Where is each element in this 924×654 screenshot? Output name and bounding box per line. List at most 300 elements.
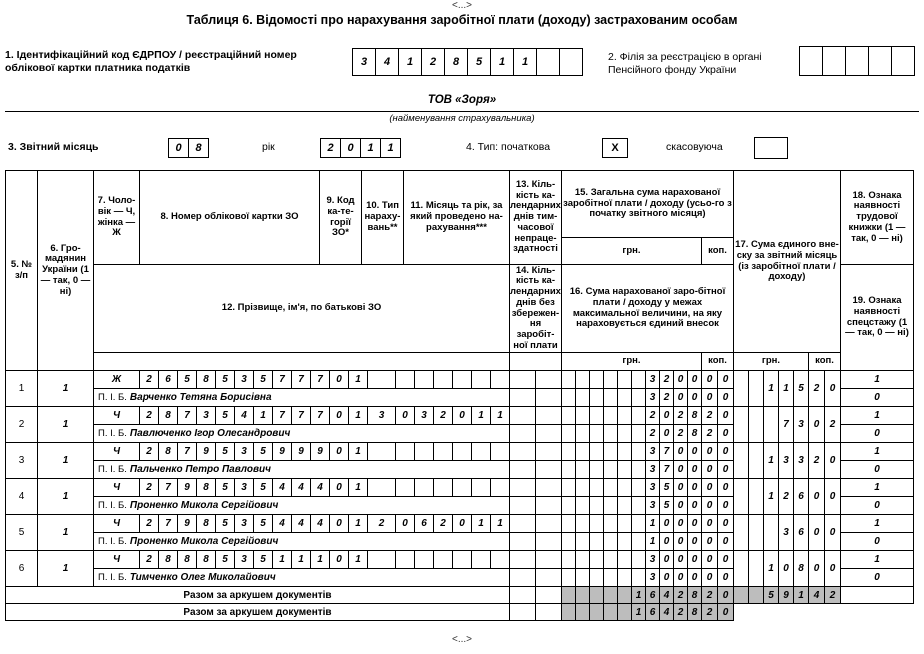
- special-service-flag-cell: 0: [841, 569, 914, 587]
- pib-prefix: П. І. Б.: [98, 392, 127, 403]
- contribution-hrn-digit-cell: [749, 371, 764, 407]
- accrual-month-digit-cell: [434, 443, 453, 461]
- contribution-hrn-digit-cell: [749, 515, 764, 551]
- accrual-month-digit-cell: [415, 371, 434, 389]
- contribution-kop-digit-cell: 0: [809, 479, 825, 515]
- pib-cell: [94, 425, 510, 443]
- total-sum-kop-digit-cell: 0: [702, 443, 718, 461]
- sick-days-cell: [536, 443, 562, 461]
- capped-sum-hrn-digit-cell: 0: [674, 569, 688, 587]
- citizen-flag-cell: 1: [38, 443, 94, 479]
- contribution-kop-digit-cell: 0: [825, 479, 841, 515]
- sick-days-cell: [536, 551, 562, 569]
- capped-sum-hrn-digit-cell: [632, 533, 646, 551]
- branch-digit-box: [845, 46, 869, 76]
- totals-sum-hrn-digit-cell: [562, 604, 576, 621]
- capped-sum-hrn-digit-cell: [576, 533, 590, 551]
- employee-row: [6, 407, 914, 443]
- capped-sum-hrn-digit-cell: [632, 497, 646, 515]
- report-month-boxes: [168, 138, 209, 158]
- employee-row: [6, 443, 914, 479]
- capped-sum-hrn-digit-cell: 0: [674, 497, 688, 515]
- capped-sum-hrn-digit-cell: [590, 569, 604, 587]
- report-year-box: 1: [360, 138, 381, 158]
- header-kop: коп.: [702, 238, 734, 265]
- employment-book-flag-cell: 1: [841, 515, 914, 533]
- capped-sum-hrn-digit-cell: 2: [660, 389, 674, 407]
- total-sum-hrn-digit-cell: 0: [688, 479, 702, 497]
- accrual-month-digit-cell: 1: [472, 407, 491, 425]
- totals-sum-hrn-digit-cell: 2: [674, 604, 688, 621]
- capped-sum-hrn-digit-cell: [562, 389, 576, 407]
- page-break-marker-top: <...>: [451, 0, 472, 11]
- total-sum-hrn-digit-cell: [618, 479, 632, 497]
- card-digit-cell: 5: [216, 479, 235, 497]
- pib-prefix: П. І. Б.: [98, 428, 127, 439]
- pib-prefix: П. І. Б.: [98, 536, 127, 547]
- accrual-type-cell: [368, 551, 396, 569]
- accrual-month-digit-cell: [472, 551, 491, 569]
- sick-days-cell: [510, 371, 536, 389]
- accrual-month-digit-cell: [415, 443, 434, 461]
- unpaid-days-cell: [536, 569, 562, 587]
- edrpou-digit-box: 2: [421, 48, 445, 76]
- card-digit-cell: 1: [349, 371, 368, 389]
- card-digit-cell: 0: [330, 479, 349, 497]
- capped-sum-hrn-digit-cell: [590, 497, 604, 515]
- card-digit-cell: 1: [254, 407, 273, 425]
- unpaid-days-cell: [536, 389, 562, 407]
- totals-sum-kop-digit-cell: 2: [702, 587, 718, 604]
- accrual-month-digit-cell: [472, 371, 491, 389]
- capped-sum-hrn-digit-cell: [576, 569, 590, 587]
- header-hrn: грн.: [562, 238, 702, 265]
- sick-days-cell: [536, 407, 562, 425]
- company-name: ТОВ «Зоря»: [427, 94, 497, 106]
- total-sum-hrn-digit-cell: [632, 371, 646, 389]
- totals-sum-hrn-digit-cell: [604, 587, 618, 604]
- total-sum-hrn-digit-cell: [562, 443, 576, 461]
- unpaid-days-cell: [510, 533, 536, 551]
- unpaid-days-cell: [510, 461, 536, 479]
- card-digit-cell: 4: [292, 515, 311, 533]
- page-break-marker-bottom: <...>: [451, 634, 472, 645]
- page-title: Таблиця 6. Відомості про нарахування заробітної плати (доходу) застрахованим особам: [186, 13, 738, 27]
- accrual-type-cell: 2: [368, 515, 396, 533]
- edrpou-digit-box: 1: [513, 48, 537, 76]
- accrual-month-digit-cell: [453, 371, 472, 389]
- capped-sum-hrn-digit-cell: 5: [660, 497, 674, 515]
- contribution-kop-digit-cell: 0: [809, 551, 825, 587]
- citizen-flag-cell: 1: [38, 551, 94, 587]
- card-digit-cell: 5: [216, 407, 235, 425]
- total-sum-hrn-digit-cell: 0: [674, 551, 688, 569]
- total-sum-kop-digit-cell: 0: [702, 515, 718, 533]
- total-sum-kop-digit-cell: 0: [702, 371, 718, 389]
- employee-name: Варченко Тетяна Борисівна: [129, 392, 272, 403]
- capped-sum-hrn-digit-cell: [576, 461, 590, 479]
- total-sum-hrn-digit-cell: 0: [688, 443, 702, 461]
- header-c19: 19. Ознака наявності спецстажу (1 — так, 0 — ні): [841, 265, 914, 371]
- totals-sum-hrn-digit-cell: [590, 587, 604, 604]
- branch-digit-box: [891, 46, 915, 76]
- capped-sum-hrn-digit-cell: [604, 497, 618, 515]
- totals-label-cell: Разом за аркушем документів: [6, 587, 510, 604]
- totals-sum-kop-digit-cell: 0: [718, 587, 734, 604]
- totals-label-cell: Разом за аркушем документів: [6, 604, 510, 621]
- contribution-hrn-digit-cell: 1: [764, 371, 779, 407]
- accrual-month-digit-cell: [434, 479, 453, 497]
- accrual-month-digit-cell: [491, 443, 510, 461]
- accrual-month-digit-cell: [396, 371, 415, 389]
- row-number-cell: 4: [6, 479, 38, 515]
- header-c9: 9. Код ка-те-горії ЗО*: [320, 171, 362, 265]
- total-sum-hrn-digit-cell: [618, 371, 632, 389]
- accrual-month-digit-cell: [415, 479, 434, 497]
- card-digit-cell: 5: [216, 443, 235, 461]
- special-service-flag-cell: 0: [841, 533, 914, 551]
- contribution-hrn-digit-cell: [734, 551, 749, 587]
- header-empty-strip: [510, 353, 562, 371]
- total-sum-hrn-digit-cell: [604, 515, 618, 533]
- capped-sum-hrn-digit-cell: [632, 569, 646, 587]
- total-sum-kop-digit-cell: 0: [718, 551, 734, 569]
- totals-contribution-hrn-digit-cell: [734, 587, 749, 604]
- totals-sum-hrn-digit-cell: 2: [674, 587, 688, 604]
- capped-sum-kop-digit-cell: 0: [718, 533, 734, 551]
- card-digit-cell: 3: [235, 551, 254, 569]
- contribution-hrn-digit-cell: [764, 515, 779, 551]
- totals-sum-hrn-digit-cell: [604, 604, 618, 621]
- total-sum-kop-digit-cell: 2: [702, 407, 718, 425]
- total-sum-hrn-digit-cell: 2: [646, 407, 660, 425]
- employee-row: [6, 515, 914, 551]
- accrual-month-digit-cell: [472, 443, 491, 461]
- unpaid-days-cell: [510, 497, 536, 515]
- card-digit-cell: 4: [235, 407, 254, 425]
- total-sum-hrn-digit-cell: [590, 407, 604, 425]
- card-digit-cell: 2: [140, 515, 159, 533]
- total-sum-hrn-digit-cell: [632, 407, 646, 425]
- accrual-month-digit-cell: [396, 443, 415, 461]
- header-c18: 18. Ознака наявності трудової книжки (1 — так, 0 — ні): [841, 171, 914, 265]
- capped-sum-hrn-digit-cell: [618, 425, 632, 443]
- contribution-hrn-digit-cell: 1: [779, 371, 794, 407]
- card-digit-cell: 3: [197, 407, 216, 425]
- total-sum-hrn-digit-cell: 0: [688, 371, 702, 389]
- total-sum-hrn-digit-cell: 2: [660, 371, 674, 389]
- capped-sum-hrn-digit-cell: 1: [646, 533, 660, 551]
- total-sum-hrn-digit-cell: 0: [660, 407, 674, 425]
- contribution-hrn-digit-cell: 0: [779, 551, 794, 587]
- row-number-cell: 6: [6, 551, 38, 587]
- totals-contribution-kop-digit-cell: 4: [809, 587, 825, 604]
- report-year-box: 0: [340, 138, 361, 158]
- total-sum-hrn-digit-cell: 0: [674, 371, 688, 389]
- accrual-month-digit-cell: [396, 479, 415, 497]
- accrual-month-digit-cell: [415, 551, 434, 569]
- capped-sum-hrn-digit-cell: [576, 425, 590, 443]
- sick-days-cell: [510, 515, 536, 533]
- capped-sum-kop-digit-cell: 0: [718, 461, 734, 479]
- capped-sum-hrn-digit-cell: 0: [660, 569, 674, 587]
- edrpou-digit-box: 4: [375, 48, 399, 76]
- card-digit-cell: 5: [254, 371, 273, 389]
- total-sum-hrn-digit-cell: [576, 479, 590, 497]
- pib-prefix: П. І. Б.: [98, 500, 127, 511]
- total-sum-hrn-digit-cell: [604, 551, 618, 569]
- card-digit-cell: 7: [311, 407, 330, 425]
- type-cancel-box: [754, 137, 788, 159]
- gender-cell: Ч: [94, 407, 140, 425]
- header-c11: 11. Місяць та рік, за який проведено на-рахування***: [404, 171, 510, 265]
- contribution-kop-digit-cell: 0: [825, 371, 841, 407]
- contribution-hrn-digit-cell: 3: [779, 515, 794, 551]
- total-sum-hrn-digit-cell: [562, 479, 576, 497]
- total-sum-hrn-digit-cell: 5: [660, 479, 674, 497]
- total-sum-hrn-digit-cell: 1: [646, 515, 660, 533]
- card-digit-cell: 9: [178, 479, 197, 497]
- card-digit-cell: 0: [330, 371, 349, 389]
- pib-cell: [94, 389, 510, 407]
- totals-sum-hrn-digit-cell: [576, 604, 590, 621]
- card-digit-cell: 1: [349, 479, 368, 497]
- accrual-type-cell: [368, 479, 396, 497]
- edrpou-label: 1. Ідентифікаційний код ЄДРПОУ / реєстраційний номер облікової картки платника податків: [5, 49, 297, 75]
- card-digit-cell: 4: [311, 515, 330, 533]
- contribution-hrn-digit-cell: [734, 515, 749, 551]
- employment-book-flag-cell: 1: [841, 551, 914, 569]
- capped-sum-kop-digit-cell: 0: [718, 497, 734, 515]
- card-digit-cell: 5: [254, 515, 273, 533]
- employment-book-flag-cell: 1: [841, 407, 914, 425]
- contribution-hrn-digit-cell: 1: [764, 479, 779, 515]
- capped-sum-kop-digit-cell: 0: [718, 389, 734, 407]
- capped-sum-hrn-digit-cell: [604, 569, 618, 587]
- totals-contribution-kop-digit-cell: 2: [825, 587, 841, 604]
- capped-sum-hrn-digit-cell: [632, 425, 646, 443]
- accrual-month-digit-cell: 0: [453, 407, 472, 425]
- total-sum-hrn-digit-cell: [562, 407, 576, 425]
- edrpou-digit-box: 1: [398, 48, 422, 76]
- header-c10: 10. Тип нараху-вань**: [362, 171, 404, 265]
- total-sum-hrn-digit-cell: [632, 515, 646, 533]
- capped-sum-hrn-digit-cell: 3: [646, 497, 660, 515]
- card-digit-cell: 4: [273, 479, 292, 497]
- contribution-hrn-digit-cell: 3: [779, 443, 794, 479]
- card-digit-cell: 5: [216, 515, 235, 533]
- card-digit-cell: 7: [311, 371, 330, 389]
- unpaid-days-cell: [510, 569, 536, 587]
- card-digit-cell: 8: [159, 551, 178, 569]
- card-digit-cell: 2: [140, 479, 159, 497]
- card-digit-cell: 5: [216, 551, 235, 569]
- contribution-hrn-digit-cell: 5: [794, 371, 809, 407]
- employee-name: Проненко Микола Сергійович: [129, 536, 279, 547]
- capped-sum-hrn-digit-cell: [590, 425, 604, 443]
- capped-sum-hrn-digit-cell: 0: [688, 533, 702, 551]
- accrual-month-digit-cell: [491, 371, 510, 389]
- card-digit-cell: 1: [349, 515, 368, 533]
- contribution-hrn-digit-cell: 1: [764, 551, 779, 587]
- capped-sum-hrn-digit-cell: [618, 569, 632, 587]
- accrual-type-cell: [368, 371, 396, 389]
- totals-flags-cell: [841, 587, 914, 604]
- total-sum-hrn-digit-cell: 0: [674, 479, 688, 497]
- totals-sum-hrn-digit-cell: [576, 587, 590, 604]
- edrpou-digit-box: 5: [467, 48, 491, 76]
- contribution-kop-digit-cell: 0: [809, 515, 825, 551]
- card-digit-cell: 7: [273, 371, 292, 389]
- card-digit-cell: 2: [140, 371, 159, 389]
- totals-days-cell: [510, 587, 536, 604]
- card-digit-cell: 3: [235, 479, 254, 497]
- branch-digit-box: [822, 46, 846, 76]
- total-sum-hrn-digit-cell: [590, 551, 604, 569]
- total-sum-hrn-digit-cell: 7: [660, 443, 674, 461]
- capped-sum-hrn-digit-cell: [632, 389, 646, 407]
- capped-sum-hrn-digit-cell: [618, 533, 632, 551]
- contribution-hrn-digit-cell: [749, 443, 764, 479]
- total-sum-hrn-digit-cell: [590, 515, 604, 533]
- card-digit-cell: 6: [159, 371, 178, 389]
- contribution-hrn-digit-cell: [734, 443, 749, 479]
- capped-sum-kop-digit-cell: 0: [718, 569, 734, 587]
- accrual-month-digit-cell: 2: [434, 407, 453, 425]
- accrual-month-digit-cell: 1: [491, 407, 510, 425]
- report-month-box: 8: [188, 138, 209, 158]
- capped-sum-hrn-digit-cell: 0: [688, 389, 702, 407]
- employment-book-flag-cell: 1: [841, 443, 914, 461]
- accrual-month-digit-cell: [396, 551, 415, 569]
- accrual-month-digit-cell: [453, 443, 472, 461]
- edrpou-boxes: [352, 48, 583, 76]
- total-sum-hrn-digit-cell: [632, 443, 646, 461]
- branch-digit-box: [799, 46, 823, 76]
- card-digit-cell: 4: [273, 515, 292, 533]
- totals-sum-hrn-digit-cell: 1: [632, 587, 646, 604]
- capped-sum-kop-digit-cell: 0: [718, 425, 734, 443]
- capped-sum-kop-digit-cell: 0: [702, 461, 718, 479]
- type-cancel-mark-box: [754, 137, 788, 159]
- contribution-hrn-digit-cell: [749, 551, 764, 587]
- total-sum-hrn-digit-cell: 0: [688, 515, 702, 533]
- total-sum-hrn-digit-cell: 3: [646, 371, 660, 389]
- citizen-flag-cell: 1: [38, 479, 94, 515]
- contribution-hrn-digit-cell: [749, 479, 764, 515]
- contribution-hrn-digit-cell: 6: [794, 515, 809, 551]
- totals-sum-hrn-digit-cell: [618, 587, 632, 604]
- capped-sum-hrn-digit-cell: [604, 461, 618, 479]
- edrpou-digit-box: [536, 48, 560, 76]
- capped-sum-kop-digit-cell: 0: [702, 497, 718, 515]
- totals-sum-hrn-digit-cell: 8: [688, 604, 702, 621]
- accrual-month-digit-cell: [491, 551, 510, 569]
- report-year-box: 1: [380, 138, 401, 158]
- total-sum-kop-digit-cell: 0: [718, 515, 734, 533]
- total-sum-hrn-digit-cell: [590, 371, 604, 389]
- total-sum-hrn-digit-cell: 0: [674, 515, 688, 533]
- type-initial-mark-box: X: [602, 138, 628, 158]
- accrual-month-digit-cell: 1: [491, 515, 510, 533]
- year-label: рік: [262, 141, 275, 153]
- capped-sum-hrn-digit-cell: 0: [660, 533, 674, 551]
- company-caption: (найменування страхувальника): [389, 113, 535, 124]
- capped-sum-hrn-digit-cell: 7: [660, 461, 674, 479]
- special-service-flag-cell: 0: [841, 497, 914, 515]
- totals-sum-hrn-digit-cell: 1: [632, 604, 646, 621]
- sick-days-cell: [510, 443, 536, 461]
- totals-sum-kop-digit-cell: 2: [702, 604, 718, 621]
- capped-sum-hrn-digit-cell: 3: [646, 461, 660, 479]
- capped-sum-hrn-digit-cell: [562, 461, 576, 479]
- capped-sum-hrn-digit-cell: [562, 497, 576, 515]
- accrual-month-digit-cell: 2: [434, 515, 453, 533]
- capped-sum-hrn-digit-cell: [604, 533, 618, 551]
- total-sum-kop-digit-cell: 0: [718, 479, 734, 497]
- totals-row: [6, 604, 914, 621]
- total-sum-hrn-digit-cell: [576, 443, 590, 461]
- branch-digit-box: [868, 46, 892, 76]
- row-number-cell: 3: [6, 443, 38, 479]
- edrpou-digit-box: 1: [490, 48, 514, 76]
- card-digit-cell: 8: [159, 407, 178, 425]
- total-sum-hrn-digit-cell: [632, 479, 646, 497]
- contribution-kop-digit-cell: 0: [825, 551, 841, 587]
- unpaid-days-cell: [536, 461, 562, 479]
- card-digit-cell: 9: [178, 515, 197, 533]
- capped-sum-hrn-digit-cell: [604, 389, 618, 407]
- header-c8: 8. Номер облікової картки ЗО: [140, 171, 320, 265]
- capped-sum-kop-digit-cell: 0: [702, 533, 718, 551]
- sick-days-cell: [536, 515, 562, 533]
- capped-sum-hrn-digit-cell: [618, 461, 632, 479]
- report-year-box: 2: [320, 138, 341, 158]
- accrual-month-digit-cell: 0: [396, 407, 415, 425]
- card-digit-cell: 1: [273, 551, 292, 569]
- card-digit-cell: 8: [197, 371, 216, 389]
- capped-sum-hrn-digit-cell: [590, 389, 604, 407]
- capped-sum-hrn-digit-cell: 3: [646, 569, 660, 587]
- edrpou-digit-box: [559, 48, 583, 76]
- employment-book-flag-cell: 1: [841, 371, 914, 389]
- contribution-hrn-digit-cell: 8: [794, 551, 809, 587]
- accrual-month-digit-cell: [453, 479, 472, 497]
- totals-days-cell: [510, 604, 536, 621]
- special-service-flag-cell: 0: [841, 389, 914, 407]
- unpaid-days-cell: [536, 497, 562, 515]
- pib-cell: [94, 461, 510, 479]
- card-digit-cell: 4: [292, 479, 311, 497]
- report-type-label: 4. Тип: початкова: [466, 141, 551, 153]
- card-digit-cell: 1: [292, 551, 311, 569]
- accrual-month-digit-cell: 0: [396, 515, 415, 533]
- capped-sum-hrn-digit-cell: [590, 533, 604, 551]
- header-c7: 7. Чоло-вік — Ч, жінка — Ж: [94, 171, 140, 265]
- sick-days-cell: [536, 371, 562, 389]
- accrual-type-cell: 3: [368, 407, 396, 425]
- citizen-flag-cell: 1: [38, 515, 94, 551]
- contribution-hrn-digit-cell: 6: [794, 479, 809, 515]
- gender-cell: Ж: [94, 371, 140, 389]
- total-sum-hrn-digit-cell: 0: [660, 515, 674, 533]
- card-digit-cell: 8: [197, 515, 216, 533]
- citizen-flag-cell: 1: [38, 371, 94, 407]
- accrual-month-digit-cell: [434, 371, 453, 389]
- contribution-hrn-digit-cell: [734, 407, 749, 443]
- totals-contribution-hrn-digit-cell: [749, 587, 764, 604]
- sick-days-cell: [510, 407, 536, 425]
